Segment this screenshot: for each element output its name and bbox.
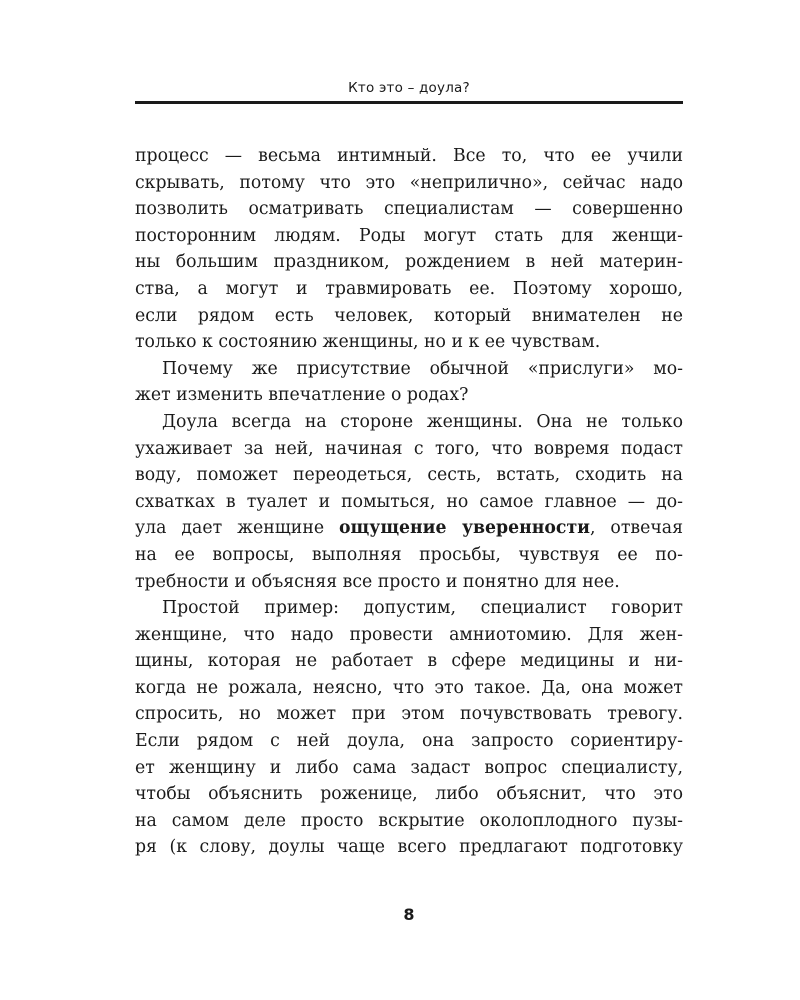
text-line: на самом деле просто вскрытие околоплодного пузы- [135,810,683,831]
text-line: Если рядом с ней доула, она запросто сориентиру- [135,731,683,752]
text-line: чтобы объяснить роженице, либо объяснит, что это [135,784,683,805]
body-text [135,143,683,861]
text-line: требности и объясняя все просто и понятно для нее. [135,571,620,592]
text-line: Простой пример: допустим, специалист говорит [162,598,683,619]
bold-emphasis: ощущение уверенности [339,518,590,539]
text-line: жет изменить впечатление о родах? [135,385,469,406]
paragraph-2 [135,356,683,409]
text-segment: , отвечая [589,518,683,539]
text-line: только к состоянию женщины, но и к ее чувствам. [135,332,601,353]
text-line: щины, которая не работает в сфере медицины и ни- [135,651,683,672]
text-line: на ее вопросы, выполняя просьбы, чувствуя ее по- [135,544,683,565]
text-line: скрывать, потому что это «неприлично», сейчас надо [135,172,683,193]
paragraph-4 [135,595,683,861]
paragraph-1 [135,143,683,356]
text-line: когда не рожала, неясно, что это такое. Да, она может [135,677,683,698]
text-line: ет женщину и либо сама задаст вопрос специалисту, [135,757,683,778]
text-line: ря (к слову, доулы чаще всего предлагают подготовку [135,837,683,858]
running-header: Кто это – доула? [348,80,470,96]
text-line: ны большим праздником, рождением в ней материн- [135,252,683,273]
text-line: схватках в туалет и помыться, но самое главное — до- [135,491,683,512]
text-line: процесс — весьма интимный. Все то, что ее учили [135,146,683,166]
text-line: Доула всегда на стороне женщины. Она не только [162,411,683,432]
text-line: позволить осматривать специалистам — совершенно [135,199,683,220]
text-line: ухаживает за ней, начиная с того, что вовремя подаст [135,438,683,459]
header-rule [135,101,683,104]
text-segment: ула дает женщине [135,518,340,539]
paragraph-3 [135,409,683,595]
text-line: посторонним людям. Роды могут стать для женщи- [135,225,683,246]
text-line: ства, а могут и травмировать ее. Поэтому хорошо, [135,278,683,299]
page-number: 8 [403,905,415,924]
text-line: воду, поможет переодеться, сесть, встать, сходить на [135,465,683,486]
text-line: Почему же присутствие обычной «прислуги» мо- [162,358,683,379]
text-line: спросить, но может при этом почувствовать тревогу. [135,704,683,725]
text-line: женщине, что надо провести амниотомию. Для жен- [135,624,683,645]
text-line: если рядом есть человек, который внимателен не [135,305,683,326]
text-line [135,515,683,542]
